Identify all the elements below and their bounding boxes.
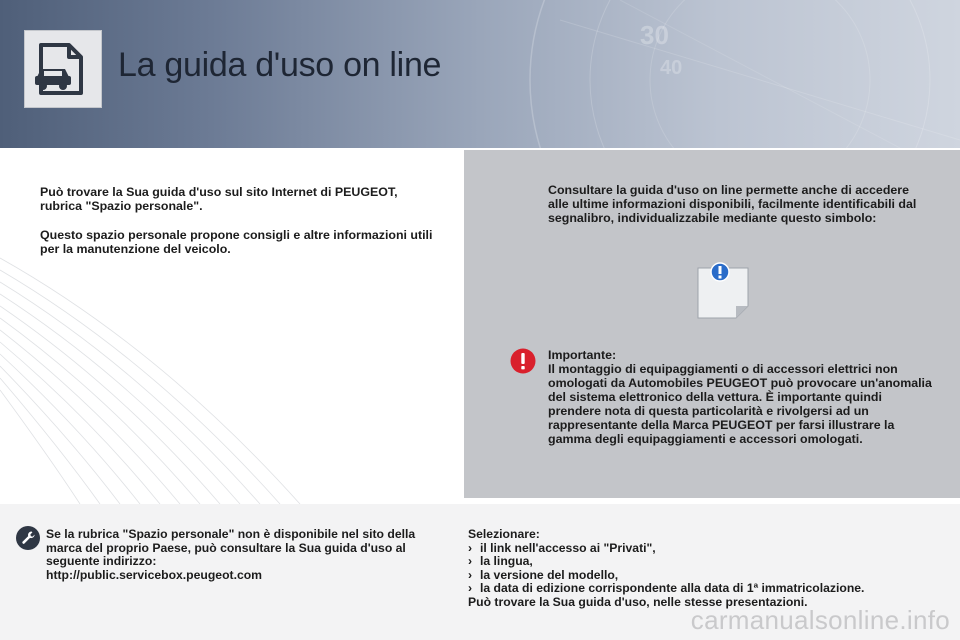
- header-icon-box: [24, 30, 102, 108]
- bookmark-paragraph: Consultare la guida d'uso on line permette anche di accedere alle ultime informazioni disponibili, facilmente identificabili dal segnalibro, individualizzabile mediante questo simbolo:: [548, 183, 917, 225]
- info-paragraph: Questo spazio personale propone consigli e altre informazioni utili per la manutenzione del veicolo.: [40, 228, 433, 256]
- intro-paragraph: Può trovare la Sua guida d'uso sul sito Internet di PEUGEOT, rubrica "Spazio personale".: [40, 185, 398, 213]
- important-notice: [548, 348, 938, 446]
- important-title: Importante:: [548, 348, 617, 362]
- list-item: › il link nell'accesso ai "Privati",: [468, 540, 656, 555]
- select-label: Selezionare:: [468, 527, 540, 541]
- wrench-icon: [16, 526, 40, 550]
- selection-instructions: [468, 528, 948, 609]
- chevron-right-icon: ›: [468, 540, 473, 555]
- selection-list: [468, 542, 948, 596]
- watermark: carmanualsonline.info: [690, 605, 950, 635]
- svg-text:30: 30: [640, 20, 669, 50]
- list-item: › la versione del modello,: [468, 567, 619, 582]
- page-header: [0, 0, 960, 148]
- right-panel: [464, 150, 960, 498]
- warning-icon: [510, 348, 536, 374]
- car-document-icon: [35, 39, 91, 99]
- bookmark-note-icon: [692, 260, 756, 324]
- chevron-right-icon: ›: [468, 581, 473, 595]
- alternative-access-paragraph: Se la rubrica "Spazio personale" non è disponibile nel sito della marca del proprio Paese, può consultare la Sua guida d'uso al seguente indirizzo:: [46, 527, 416, 568]
- servicebox-url[interactable]: http://public.servicebox.peugeot.com: [46, 567, 263, 582]
- chevron-right-icon: ›: [468, 567, 473, 582]
- left-column: [0, 148, 462, 504]
- list-item: › la data di edizione corrispondente alla data di 1ª immatricolazione.: [468, 581, 865, 595]
- page-title: La guida d'uso on line: [118, 46, 442, 84]
- chevron-right-icon: ›: [468, 554, 473, 568]
- bottom-section: [0, 504, 960, 640]
- closing-text: Può trovare la Sua guida d'uso, nelle stesse presentazioni.: [468, 594, 808, 609]
- important-text: Il montaggio di equipaggiamenti o di accessori elettrici non omologati da Automobiles PEUGEOT può provocare un'anomalia del sistema elettronico della vettura. È importante quindi prendere nota di questa particolarità e rivolgersi ad un rappresentante della Marca PEUGEOT per farsi illustrare la gamma degli equipaggiamenti e accessori omologati.: [548, 362, 932, 446]
- alternative-access-text: [46, 528, 436, 582]
- svg-text:40: 40: [660, 57, 683, 79]
- list-item: › la lingua,: [468, 554, 533, 568]
